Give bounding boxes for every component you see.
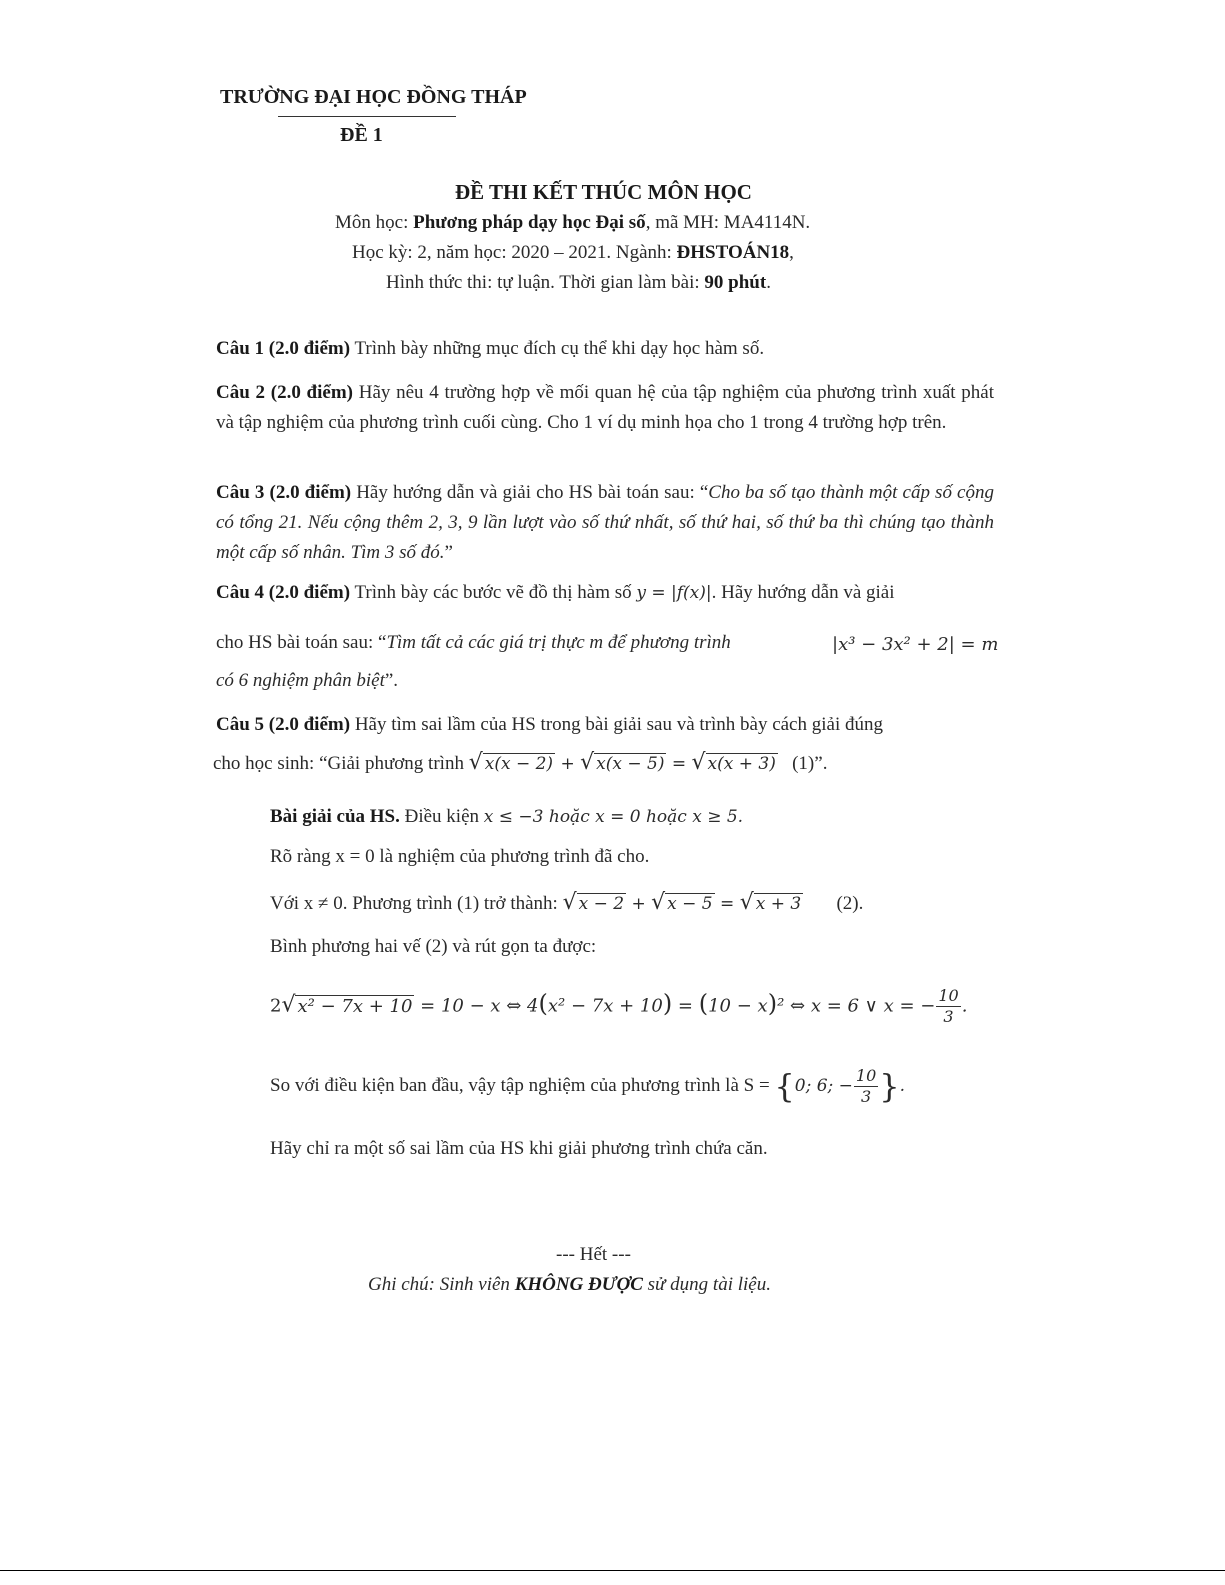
question-3-text: Hãy hướng dẫn và giải cho HS bài toán sau: “ bbox=[351, 482, 709, 503]
end-marker: --- Hết --- bbox=[556, 1244, 631, 1265]
question-3-end: ” bbox=[444, 542, 453, 563]
equation-2: √ x − 2 + √ x − 5 = √ x + 3 bbox=[562, 890, 802, 915]
solution-line-6-prefix: So với điều kiện ban đầu, vậy tập nghiệm của phương trình là S = bbox=[270, 1075, 775, 1096]
question-4-line-1 bbox=[216, 582, 895, 604]
subject-line bbox=[335, 212, 810, 234]
question-3 bbox=[216, 478, 994, 568]
question-5-label: Câu 5 (2.0 điểm) bbox=[216, 714, 351, 735]
exam-code: ĐỀ 1 bbox=[340, 124, 383, 146]
exam-title: ĐỀ THI KẾT THÚC MÔN HỌC bbox=[455, 180, 752, 204]
question-4-text-a: Trình bày các bước vẽ đồ thị hàm số bbox=[350, 582, 637, 603]
question-4-text-b: . Hãy hướng dẫn và giải bbox=[711, 582, 895, 603]
question-1 bbox=[216, 334, 994, 364]
question-2-text: Hãy nêu 4 trường hợp về mối quan hệ của tập nghiệm của phương trình xuất phát và tập nghiệm của phương trình cuối cùng. Cho 1 ví dụ minh họa cho 1 trong 4 trường hợp trên. bbox=[216, 382, 994, 433]
subject-prefix: Môn học: bbox=[335, 212, 414, 233]
equation-3: 2√ x² − 7x + 10 = 10 − x ⇔ 4(x² − 7x + 10) = (10 − x)² ⇔ x = 6 ∨ x = − $\frac{10}{3}$ . bbox=[270, 986, 968, 1026]
solution-line-7: Hãy chỉ ra một số sai lầm của HS khi giải phương trình chứa căn. bbox=[270, 1138, 768, 1159]
question-2-label: Câu 2 (2.0 điểm) bbox=[216, 382, 353, 403]
solution-line-6 bbox=[270, 1066, 905, 1107]
semester-prefix: Học kỳ: 2, năm học: 2020 – 2021. Ngành: bbox=[352, 242, 677, 263]
solution-condition: x ≤ −3 hoặc x = 0 hoặc x ≥ 5. bbox=[483, 807, 744, 827]
question-4-label: Câu 4 (2.0 điểm) bbox=[216, 582, 351, 603]
equation-1: √ x(x − 2) + √ x(x − 5) = √ x(x + 3) bbox=[468, 750, 776, 775]
format-prefix: Hình thức thi: tự luận. Thời gian làm bài: bbox=[386, 272, 705, 293]
solution-line-3 bbox=[270, 890, 863, 915]
question-3-label: Câu 3 (2.0 điểm) bbox=[216, 482, 352, 503]
university-name: TRƯỜNG ĐẠI HỌC ĐỒNG THÁP bbox=[220, 86, 527, 108]
question-5-line2-prefix: cho học sinh: “Giải phương trình bbox=[213, 753, 469, 774]
solution-line-2: Rõ ràng x = 0 là nghiệm của phương trình đã cho. bbox=[270, 846, 650, 867]
solution-line-1 bbox=[270, 806, 743, 828]
page-bottom-edge bbox=[0, 1570, 1225, 1571]
question-1-label: Câu 1 (2.0 điểm) bbox=[216, 338, 351, 359]
equation-2-label: (2). bbox=[836, 893, 864, 914]
question-1-text: Trình bày những mục đích cụ thể khi dạy học hàm số. bbox=[350, 338, 765, 359]
solution-label: Bài giải của HS. bbox=[270, 806, 400, 827]
question-5-line-2 bbox=[213, 750, 827, 775]
footer-note-prefix: Ghi chú: Sinh viên bbox=[368, 1274, 515, 1295]
question-4-formula-b: |x³ − 3x² + 2| = m bbox=[832, 634, 999, 655]
footer-note-bold: KHÔNG ĐƯỢC bbox=[514, 1274, 643, 1295]
major: ĐHSTOÁN18 bbox=[676, 242, 790, 263]
solution-line-1-text: Điều kiện bbox=[399, 806, 484, 827]
question-5-line-1 bbox=[216, 714, 883, 736]
subject-suffix: , mã MH: MA4114N. bbox=[645, 212, 811, 233]
question-4-formula-a: y = |f(x)| bbox=[636, 583, 712, 603]
format-line bbox=[386, 272, 771, 294]
duration: 90 phút bbox=[704, 272, 767, 293]
question-2 bbox=[216, 378, 994, 438]
semester-line bbox=[352, 242, 794, 264]
semester-suffix: , bbox=[789, 242, 794, 263]
question-3-quote: Cho ba số tạo thành một cấp số cộng có tổng 21. Nếu cộng thêm 2, 3, 9 lần lượt vào số thứ nhất, số thứ hai, số thứ ba thì chúng tạo thành một cấp số nhân. Tìm 3 số đó. bbox=[216, 482, 994, 563]
equation-1-label: (1)”. bbox=[792, 753, 828, 774]
footer-note bbox=[368, 1274, 771, 1296]
question-4-line2-quote: Tìm tất cả các giá trị thực m để phương trình bbox=[386, 632, 731, 653]
header-underline bbox=[278, 116, 456, 117]
solution-line-3-prefix: Với x ≠ 0. Phương trình (1) trở thành: bbox=[270, 893, 563, 914]
question-4-line-2 bbox=[216, 632, 731, 654]
question-4-line3-quote: có 6 nghiệm phân biệt bbox=[216, 670, 385, 691]
question-4-line-3 bbox=[216, 670, 398, 692]
question-4-line2-prefix: cho HS bài toán sau: “ bbox=[216, 632, 387, 653]
solution-line-4: Bình phương hai vế (2) và rút gọn ta được: bbox=[270, 936, 597, 957]
subject-name: Phương pháp dạy học Đại số bbox=[413, 212, 646, 233]
format-suffix: . bbox=[766, 272, 771, 293]
question-5-text-a: Hãy tìm sai lầm của HS trong bài giải sau và trình bày cách giải đúng bbox=[350, 714, 883, 735]
solution-set: {0; 6; − $\frac{10}{3}$ }. bbox=[774, 1066, 906, 1106]
footer-note-suffix: sử dụng tài liệu. bbox=[642, 1274, 771, 1295]
question-4-line3-end: ”. bbox=[384, 670, 399, 691]
